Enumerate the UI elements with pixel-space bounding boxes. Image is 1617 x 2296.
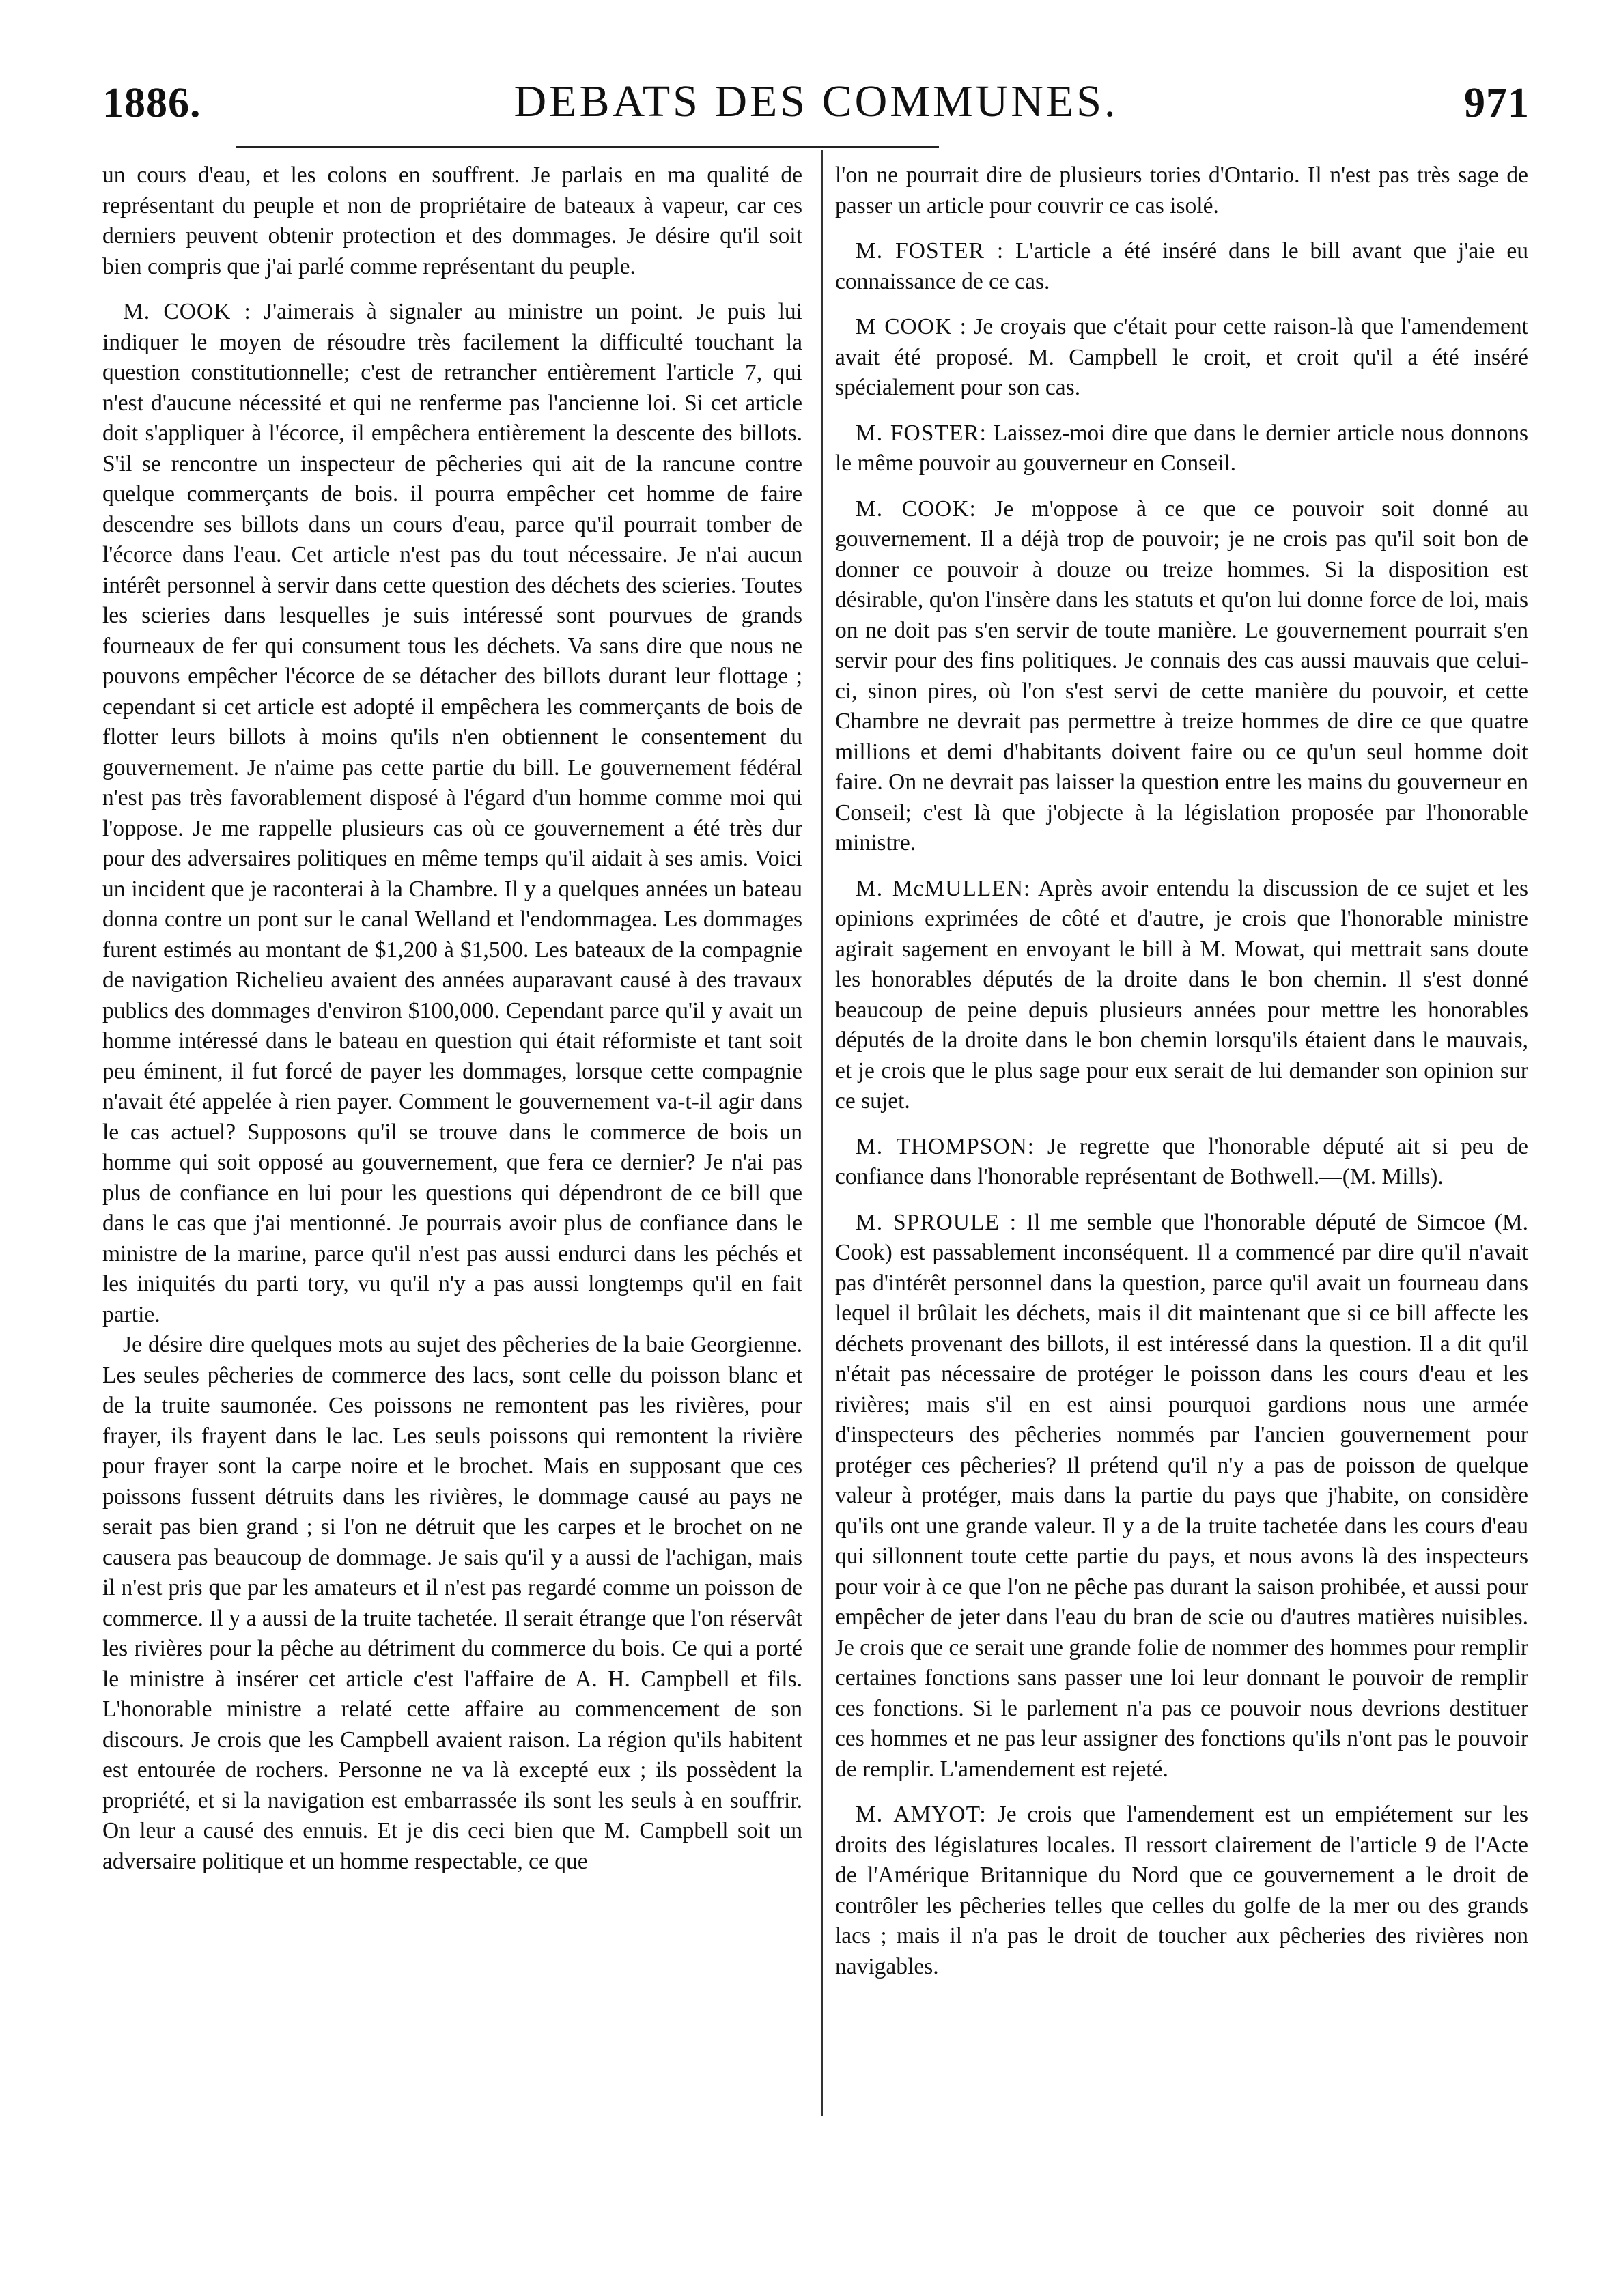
paragraph-text: Je désire dire quelques mots au sujet des pêcheries de la baie Georgienne. Les seules pêcheries de commerce des lacs, sont celle du poisson blanc et de la truite saumonée. Ces poissons ne remontent pas les rivières, pour frayer, ils frayent dans le lac. Les seuls poissons qui remontent la rivière pour frayer sont la carpe noire et le brochet. Mais en supposant que ces poissons fussent détruits dans les rivières, le dommage causé au pays ne serait pas bien grand ; si l'on ne détruit que les carpes et le brochet on ne causera pas beaucoup de dommage. Je sais qu'il y a aussi de l'achigan, mais il n'est pris que par les amateurs et il n'est pas regardé comme un poisson de commerce. Il y a aussi de la truite tachetée. Il serait étrange que l'on réservât les rivières pour la pêche au détriment du commerce du bois. Ce qui a porté le ministre à insérer cet article c'est l'affaire de A. H. Campbell et fils. L'honorable ministre a relaté cette affaire au commencement de son discours. Je crois que les Campbell avaient raison. La région qu'ils habitent est entourée de rochers. Personne ne va là excepté eux ; ils possèdent la propriété, et si la navigation est embarrassée ils sont les seuls à en souffrir. On leur a causé des ennuis. Et je dis ceci bien que M. Campbell soit un adversaire politique et un homme respectable, ce que [102,1332,802,1874]
paragraph-text: L'article a été inséré dans le bill avant que j'aie eu connaissance de ce cas. [835,238,1528,294]
speaker-name: M. COOK: [856,496,976,522]
speaker-name: M COOK : [856,314,967,339]
paragraph-text: Je regrette que l'honorable député ait si peu de confiance dans l'honorable représentant de Bothwell.—(M. Mills). [835,1133,1528,1189]
left-column [102,160,802,1877]
paragraph-text: l'on ne pourrait dire de plusieurs tories d'Ontario. Il n'est pas très sage de passer un article pour couvrir ce cas isolé. [835,162,1528,218]
speaker-name: M. SPROULE : [856,1209,1017,1235]
page-header [102,65,1530,128]
paragraph-text: Il me semble que l'honorable député de Simcoe (M. Cook) est passablement inconséquent. Il a commencé par dire qu'il n'avait pas d'intérêt personnel dans la question, parce qu'il avait un fourneau dans lequel il brûlait les déchets, mais il dit maintenant que si ce bill affecte les déchets provenant des billots, il est intéressé dans la question. Il a dit qu'il n'était pas nécessaire de protéger le poisson dans les cours d'eau et les rivières; mais s'il en est ainsi pourquoi gardions nous une armée d'inspecteurs des pêcheries nommés par l'ancien gouvernement pour protéger ces pêcheries? Il prétend qu'il n'y a pas de poisson de quelque valeur à protéger, mais dans la partie du pays que j'habite, on considère qu'ils ont une grande valeur. Il y a de la truite tachetée dans les cours d'eau qui sillonnent toute cette partie du pays, et nous avons là des inspecteurs pour voir à ce que l'on ne pêche pas durant la saison prohibée, et aussi pour empêcher de jeter dans l'eau du bran de scie ou d'autres matières nuisibles. Je crois que ce serait une grande folie de nommer des hommes pour remplir certaines fonctions sans passer une loi leur donnant le pouvoir de remplir ces fonctions. Si le parlement n'a pas ce pouvoir nous devrions destituer ces hommes et ne pas leur assigner des fonctions qu'ils n'ont pas le pouvoir de remplir. L'amendement est rejeté. [835,1209,1528,1782]
speaker-name: M. THOMPSON: [856,1133,1035,1159]
year-label: 1886. [102,80,201,126]
paragraph [835,1208,1528,1785]
page-title: DEBATS DES COMMUNES. [514,76,1119,126]
column-divider [821,150,823,2116]
paragraph [835,494,1528,859]
paragraph [835,160,1528,221]
paragraph [835,419,1528,479]
paragraph-text: J'aimerais à signaler au ministre un point. Je puis lui indiquer le moyen de résoudre très facilement la difficulté touchant la question constitutionnelle; c'est de retrancher entièrement l'article 7, qui n'est d'aucune nécessité et qui ne renferme pas l'ancienne loi. Si cet article doit s'appliquer à l'écorce, il empêchera entièrement la descente des billots. S'il se rencontre un inspecteur de pêcheries qui ait de la rancune contre quelque commerçants de bois. il pourra empêcher cet homme de faire descendre ses billots dans un cours d'eau, parce qu'il pourrait tomber de l'écorce dans l'eau. Cet article n'est pas du tout nécessaire. Je n'ai aucun intérêt personnel à servir dans cette question des déchets des scieries. Toutes les scieries dans lesquelles je suis intéressé sont pourvues de grands fourneaux de fer qui consument tous les déchets. Va sans dire que nous ne pouvons empêcher l'écorce de se détacher des billots durant leur flottage ; cependant si cet article est adopté il empêchera les commerçants de bois de flotter leurs billots à moins qu'ils n'en obtiennent le consentement du gouvernement. Je n'aime pas cette partie du bill. Le gouvernement fédéral n'est pas très favorablement disposé à l'égard d'un homme comme moi qui l'oppose. Je me rappelle plusieurs cas où ce gouvernement a été très dur pour des adversaires politiques en même temps qu'il aidait à ses amis. Voici un incident que je raconterai à la Chambre. Il y a quelques années un bateau donna contre un pont sur le canal Welland et l'endommagea. Les dommages furent estimés au montant de $1,200 à $1,500. Les bateaux de la compagnie de navigation Richelieu avaient des années auparavant causé à des travaux publics des dommages d'environ $100,000. Cependant parce qu'il y avait un homme intéressé dans le bateau en question qui était réformiste et tant soit peu éminent, il fut forcé de payer les dommages, lorsque cette compagnie n'avait été appelée à rien payer. Comment le gouvernement va-t-il agir dans le cas actuel? Supposons qu'il se trouve dans le commerce de bois un homme qui soit opposé au gouvernement, que fera ce dernier? Je n'ai pas plus de confiance en lui pour les questions qui dépendront de ce bill que dans le cas que j'ai mentionné. Je pourrais avoir plus de confiance dans le ministre de la marine, parce qu'il n'est pas aussi endurci dans les péchés et les iniquités du parti tory, vu qu'il n'y a pas aussi longtemps qu'il en fait partie. [102,299,802,1327]
paragraph [835,312,1528,403]
paragraph-text: Laissez-moi dire que dans le dernier article nous donnons le même pouvoir au gouverneur en Conseil. [835,420,1528,476]
paragraph-text: Je m'oppose à ce que ce pouvoir soit donné au gouvernement. Il a déjà trop de pouvoir; je ne crois pas qu'il soit bon de donner ce pouvoir à douze ou treize hommes. Si la disposition est désirable, qu'on l'insère dans les statuts et qu'on lui donne force de loi, mais on ne doit pas s'en servir de toute manière. Le gouvernement pourrait s'en servir pour des fins politiques. Je connais des cas aussi mauvais que celui-ci, sinon pires, où l'on s'est servi de cette manière du pouvoir, et cette Chambre ne devrait pas permettre à treize hommes de dire ce que quatre millions et demi d'habitants doivent faire ou ce qu'un seul homme doit faire. On ne devrait pas laisser la question entre les mains du gouverneur en Conseil; c'est là que j'objecte à la législation proposée par l'honorable ministre. [835,496,1528,855]
header-rule [236,146,823,148]
page-number: 971 [1464,80,1530,126]
paragraph [102,297,802,1330]
paragraph [835,874,1528,1117]
paragraph-text: Après avoir entendu la discussion de ce sujet et les opinions exprimées de côté et d'autre, je crois que l'honorable ministre agirait sagement en envoyant le bill à M. Mowat, qui mettrait sans doute les honorables députés de la droite dans le bon chemin. Il s'est donné beaucoup de peine depuis plusieurs années pour mettre les honorables députés de la droite dans le bon chemin lorsqu'ils étaient dans le mauvais, et je crois que le plus sage pour eux serait de lui demander son opinion sur ce sujet. [835,875,1528,1114]
paragraph-text: Je croyais que c'était pour cette raison-là que l'amendement avait été proposé. M. Campbell le croit, et croit qu'il a été inséré spécialement pour son cas. [835,314,1528,400]
speaker-name: M. McMULLEN: [856,875,1031,901]
paragraph-text: Je crois que l'amendement est un empiétement sur les droits des législatures locales. Il ressort clairement de l'article 9 de l'Acte de l'Amérique Britannique du Nord que ce gouvernement a le droit de contrôler les pêcheries telles que celles du golfe de la mer ou des grands lacs ; mais il n'a pas le droit de toucher aux pêcheries des rivières non navigables. [835,1802,1528,1979]
right-column [835,160,1528,1982]
paragraph [835,1800,1528,1982]
paragraph [835,236,1528,297]
header-rule-short [823,146,939,148]
paragraph [835,1132,1528,1193]
speaker-name: M. FOSTER: [856,420,987,446]
speaker-name: M. COOK : [123,299,251,324]
paragraph-text: un cours d'eau, et les colons en souffrent. Je parlais en ma qualité de représentant du peuple et non de propriétaire de bateaux à vapeur, car ces derniers peuvent obtenir protection et des dommages. Je désire qu'il soit bien compris que j'ai parlé comme représentant du peuple. [102,162,802,279]
speaker-name: M. FOSTER : [856,238,1004,264]
speaker-name: M. AMYOT: [856,1802,987,1827]
paragraph [102,160,802,282]
paragraph [102,1330,802,1877]
